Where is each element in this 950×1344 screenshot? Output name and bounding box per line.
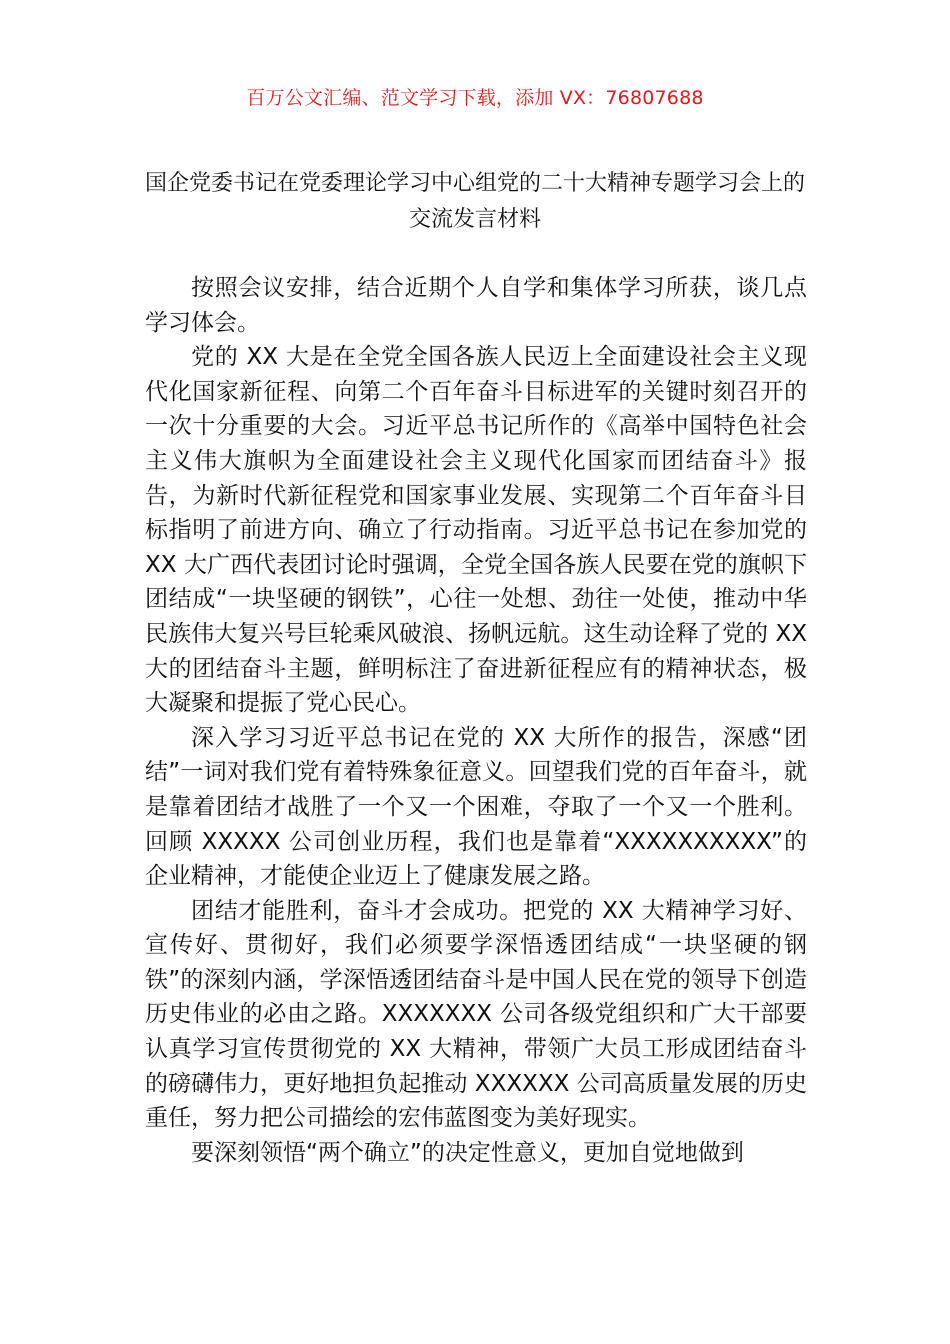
paragraph-two-establishments: 要深刻领悟“两个确立”的决定性意义，更加自觉地做到 bbox=[191, 1139, 744, 1166]
watermark-banner: 百万公文汇编、范文学习下载，添加 VX：76807688 bbox=[246, 87, 704, 109]
document-title: 国企党委书记在党委理论学习中心组党的二十大精神专题学习会上的交流发言材料 bbox=[144, 171, 805, 232]
paragraph-unity-struggle: 团结才能胜利，奋斗才会成功。把党的 XX 大精神学习好、宣传好、贯彻好，我们必须要学深悟透团结成“一块坚硬的钢铁”的深刻内涵，学深悟透团结奋斗是中国人民在党的领导下创造历史伟业的必由之路。XXXXXXX 公司各级党组织和广大干部要认真学习宣传贯彻党的 XX 大精神，带领广大员工形成团结奋斗的磅礴伟力，更好地担负起推动 XXXXXX 公司高质量发展的历史重任，努力把公司描绘的宏伟蓝图变为美好现实。 bbox=[145, 897, 807, 1132]
paragraph-congress-significance: 党的 XX 大是在全党全国各族人民迈上全面建设社会主义现代化国家新征程、向第二个百年奋斗目标进军的关键时刻召开的一次十分重要的大会。习近平总书记所作的《高举中国特色社会主义伟大旗帜为全面建设社会主义现代化国家而团结奋斗》报告，为新时代新征程党和国家事业发展、实现第二个百年奋斗目标指明了前进方向、确立了行动指南。习近平总书记在参加党的 XX 大广西代表团讨论时强调，全党全国各族人民要在党的旗帜下团结成“一块坚硬的钢铁”，心往一处想、劲往一处使，推动中华民族伟大复兴号巨轮乘风破浪、扬帆远航。这生动诠释了党的 XX 大的团结奋斗主题，鲜明标注了奋进新征程应有的精神状态，极大凝聚和提振了党心民心。 bbox=[145, 344, 807, 717]
document-body bbox=[145, 271, 807, 1170]
paragraph-unity-meaning: 深入学习习近平总书记在党的 XX 大所作的报告，深感“团结”一词对我们党有着特殊象征意义。回望我们党的百年奋斗，就是靠着团结才战胜了一个又一个困难，夺取了一个又一个胜利。回顾 XXXXX 公司创业历程，我们也是靠着“XXXXXXXXXX”的企业精神，才能使企业迈上了健康发展之路。 bbox=[145, 724, 807, 890]
paragraph-intro: 按照会议安排，结合近期个人自学和集体学习所获，谈几点学习体会。 bbox=[145, 275, 807, 336]
